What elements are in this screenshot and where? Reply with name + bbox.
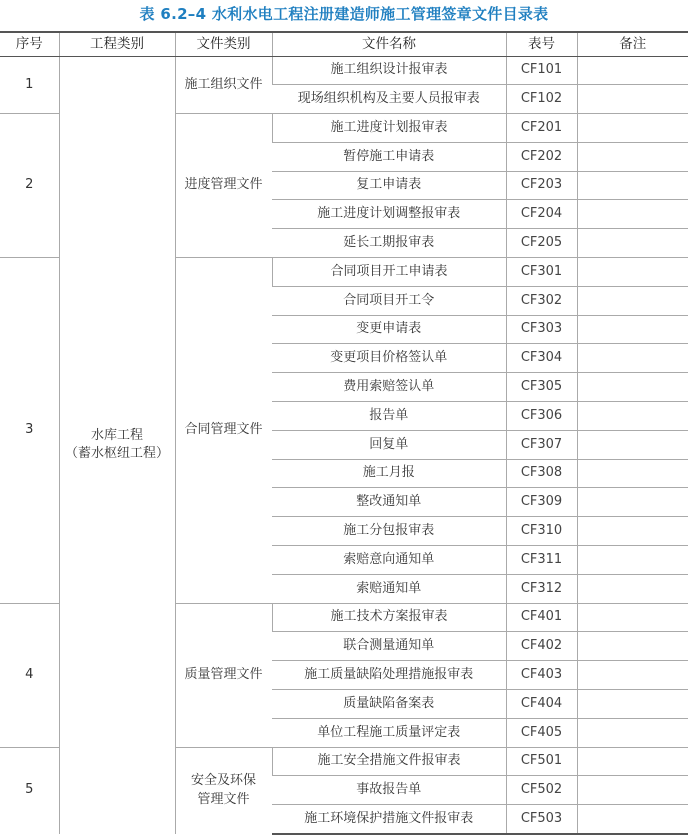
form-code: CF201 bbox=[506, 114, 577, 143]
file-name: 报告单 bbox=[272, 402, 506, 431]
file-name: 施工环境保护措施文件报审表 bbox=[272, 805, 506, 834]
row-number: 3 bbox=[0, 258, 59, 604]
file-name: 变更项目价格签认单 bbox=[272, 344, 506, 373]
remark bbox=[577, 632, 688, 661]
table-title: 表 6.2–4 水利水电工程注册建造师施工管理签章文件目录表 bbox=[139, 5, 549, 23]
remark bbox=[577, 603, 688, 632]
form-code: CF402 bbox=[506, 632, 577, 661]
file-name: 延长工期报审表 bbox=[272, 229, 506, 258]
remark bbox=[577, 574, 688, 603]
remark bbox=[577, 171, 688, 200]
file-name: 整改通知单 bbox=[272, 488, 506, 517]
file-name: 质量缺陷备案表 bbox=[272, 690, 506, 719]
file-category: 合同管理文件 bbox=[175, 258, 272, 604]
remark bbox=[577, 286, 688, 315]
header-no: 序号 bbox=[0, 32, 59, 56]
file-name: 复工申请表 bbox=[272, 171, 506, 200]
form-code: CF503 bbox=[506, 805, 577, 834]
remark bbox=[577, 517, 688, 546]
document-catalog-table bbox=[0, 31, 688, 835]
file-name: 费用索赔签认单 bbox=[272, 373, 506, 402]
row-number: 4 bbox=[0, 603, 59, 747]
table-row bbox=[0, 56, 688, 85]
project-category-line: （蓄水枢纽工程） bbox=[64, 446, 169, 461]
header-project-category: 工程类别 bbox=[59, 32, 175, 56]
file-category: 施工组织文件 bbox=[175, 56, 272, 114]
header-row bbox=[0, 32, 688, 56]
file-category-line: 管理文件 bbox=[197, 791, 250, 807]
form-code: CF312 bbox=[506, 574, 577, 603]
remark bbox=[577, 747, 688, 776]
remark bbox=[577, 229, 688, 258]
header-file-name: 文件名称 bbox=[272, 32, 506, 56]
form-code: CF301 bbox=[506, 258, 577, 287]
remark bbox=[577, 430, 688, 459]
form-code: CF204 bbox=[506, 200, 577, 229]
remark bbox=[577, 142, 688, 171]
file-name: 合同项目开工令 bbox=[272, 286, 506, 315]
remark bbox=[577, 546, 688, 575]
file-name: 事故报告单 bbox=[272, 776, 506, 805]
remark bbox=[577, 488, 688, 517]
remark bbox=[577, 258, 688, 287]
row-number: 5 bbox=[0, 747, 59, 833]
form-code: CF308 bbox=[506, 459, 577, 488]
file-name: 索赔通知单 bbox=[272, 574, 506, 603]
row-number: 1 bbox=[0, 56, 59, 114]
form-code: CF202 bbox=[506, 142, 577, 171]
form-code: CF403 bbox=[506, 661, 577, 690]
remark bbox=[577, 459, 688, 488]
form-code: CF307 bbox=[506, 430, 577, 459]
header-remark: 备注 bbox=[577, 32, 688, 56]
form-code: CF405 bbox=[506, 718, 577, 747]
file-category bbox=[175, 747, 272, 833]
file-name: 施工安全措施文件报审表 bbox=[272, 747, 506, 776]
file-name: 施工月报 bbox=[272, 459, 506, 488]
file-name: 施工技术方案报审表 bbox=[272, 603, 506, 632]
file-name: 施工分包报审表 bbox=[272, 517, 506, 546]
remark bbox=[577, 114, 688, 143]
file-name: 暂停施工申请表 bbox=[272, 142, 506, 171]
form-code: CF306 bbox=[506, 402, 577, 431]
form-code: CF404 bbox=[506, 690, 577, 719]
form-code: CF309 bbox=[506, 488, 577, 517]
remark bbox=[577, 85, 688, 114]
file-name: 索赔意向通知单 bbox=[272, 546, 506, 575]
form-code: CF303 bbox=[506, 315, 577, 344]
form-code: CF304 bbox=[506, 344, 577, 373]
file-name: 施工组织设计报审表 bbox=[272, 56, 506, 85]
file-name: 联合测量通知单 bbox=[272, 632, 506, 661]
remark bbox=[577, 373, 688, 402]
header-form-code: 表号 bbox=[506, 32, 577, 56]
remark bbox=[577, 805, 688, 834]
form-code: CF310 bbox=[506, 517, 577, 546]
file-name: 施工进度计划调整报审表 bbox=[272, 200, 506, 229]
remark bbox=[577, 56, 688, 85]
form-code: CF401 bbox=[506, 603, 577, 632]
file-name: 现场组织机构及主要人员报审表 bbox=[272, 85, 506, 114]
file-category: 质量管理文件 bbox=[175, 603, 272, 747]
file-name: 单位工程施工质量评定表 bbox=[272, 718, 506, 747]
remark bbox=[577, 402, 688, 431]
remark bbox=[577, 690, 688, 719]
form-code: CF101 bbox=[506, 56, 577, 85]
form-code: CF203 bbox=[506, 171, 577, 200]
form-code: CF302 bbox=[506, 286, 577, 315]
file-category: 进度管理文件 bbox=[175, 114, 272, 258]
project-category-line: 水库工程 bbox=[90, 427, 143, 443]
header-file-category: 文件类别 bbox=[175, 32, 272, 56]
file-name: 变更申请表 bbox=[272, 315, 506, 344]
remark bbox=[577, 776, 688, 805]
form-code: CF501 bbox=[506, 747, 577, 776]
form-code: CF311 bbox=[506, 546, 577, 575]
file-name: 施工进度计划报审表 bbox=[272, 114, 506, 143]
remark bbox=[577, 661, 688, 690]
project-category bbox=[59, 56, 175, 834]
file-name: 合同项目开工申请表 bbox=[272, 258, 506, 287]
file-category-line: 安全及环保 bbox=[190, 773, 256, 789]
form-code: CF205 bbox=[506, 229, 577, 258]
remark bbox=[577, 718, 688, 747]
form-code: CF305 bbox=[506, 373, 577, 402]
file-name: 回复单 bbox=[272, 430, 506, 459]
form-code: CF102 bbox=[506, 85, 577, 114]
form-code: CF502 bbox=[506, 776, 577, 805]
file-name: 施工质量缺陷处理措施报审表 bbox=[272, 661, 506, 690]
remark bbox=[577, 315, 688, 344]
row-number: 2 bbox=[0, 114, 59, 258]
remark bbox=[577, 344, 688, 373]
remark bbox=[577, 200, 688, 229]
